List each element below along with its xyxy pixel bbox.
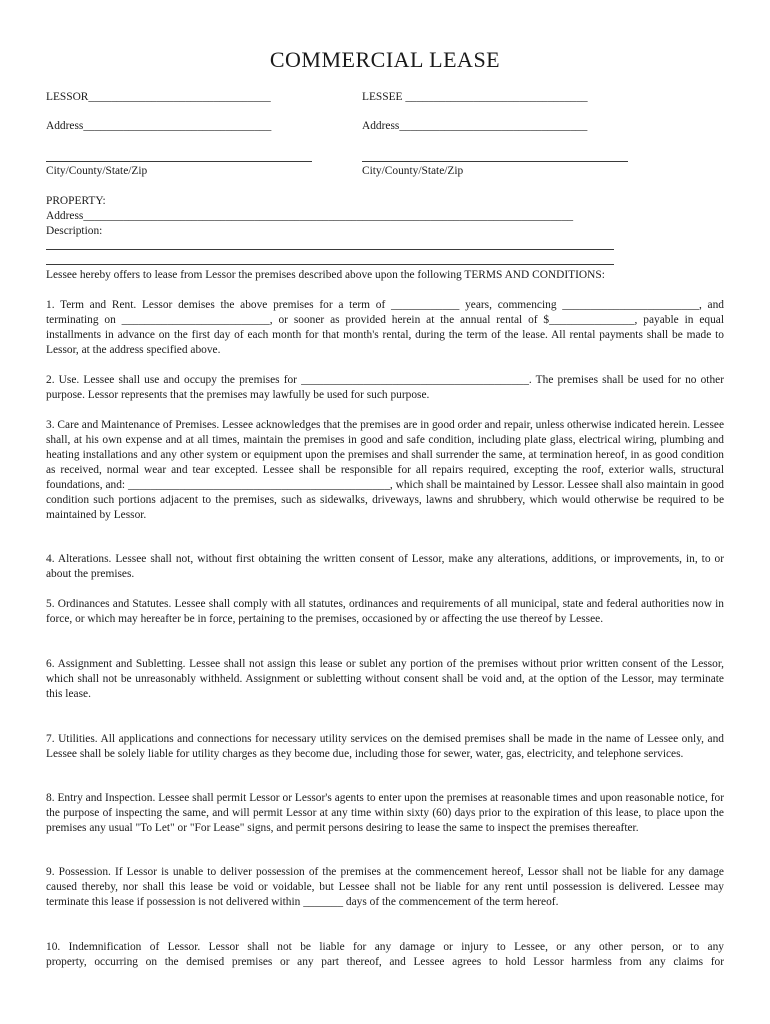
section-term-and-rent: 1. Term and Rent. Lessor demises the above premises for a term of ____________ years, commencing ________________________, and terminating on __________________________, or sooner as provided herein at the annual rental of $_______________, payable in equal installments in advance on the first day of each month for that month's rental, during the term of the lease. All rental payments shall be made to Lessor, at the address specified above.	[46, 299, 724, 356]
lessor-field: LESSOR________________________________	[46, 91, 271, 103]
lessee-city-label: City/County/State/Zip	[362, 165, 464, 177]
section-possession: 9. Possession. If Lessor is unable to deliver possession of the premises at the commencement hereof, Lessor shall not be liable for any damage caused thereby, nor shall this lease be void or voidable, but Lessee shall not be liable for any rent until possession is delivered. Lessee may terminate this lease if possession is not delivered within _______ days of the commencement of the term hereof.	[46, 866, 724, 908]
description-line-1	[46, 249, 614, 250]
property-heading: PROPERTY:	[46, 195, 106, 207]
section-entry-and-inspection: 8. Entry and Inspection. Lessee shall permit Lessor or Lessor's agents to enter upon the premises at reasonable times and upon reasonable notice, for the purpose of inspecting the same, and will permit Lessor at any time within sixty (60) days prior to the expiration of this lease, to place upon the premises any usual "To Let" or "For Lease" signs, and permit persons desiring to lease the same to inspect the premises thereafter.	[46, 792, 724, 834]
lessor-address-field: Address_________________________________	[46, 120, 272, 132]
lessor-city-line	[46, 161, 312, 162]
section-care-and-maintenance: 3. Care and Maintenance of Premises. Lessee acknowledges that the premises are in good order and repair, unless otherwise indicated herein. Lessee shall, at his own expense and at all times, maintain the premises in good and safe condition, including plate glass, electrical wiring, plumbing and heating installations and any other system or equipment upon the premises and shall surrender the same, at termination hereof, in as good condition as received, normal wear and tear excepted. Lessee shall be responsible for all repairs required, excepting the roof, exterior walls, structural foundations, and: ______________________________________________, which shall be maintained by Lessor. Lessee shall also maintain in good condition such portions adjacent to the premises, such as sidewalks, driveways, lawns and shrubbery, which would otherwise be required to be maintained by Lessor.	[46, 419, 724, 521]
section-alterations: 4. Alterations. Lessee shall not, without first obtaining the written consent of Lessor, make any alterations, additions, or improvements, in, to or about the premises.	[46, 553, 724, 580]
section-indemnification-line-1: 10. Indemnification of Lessor. Lessor shall not be liable for any damage or injury to Lessee, or any other person, or to any	[46, 941, 724, 953]
lessee-field: LESSEE ________________________________	[362, 91, 588, 103]
description-line-2	[46, 264, 614, 265]
section-use: 2. Use. Lessee shall use and occupy the premises for ________________________________________. The premises shall be used for no other purpose. Lessor represents that the premises may lawfully be used for such purpose.	[46, 374, 724, 401]
section-assignment-and-subletting: 6. Assignment and Subletting. Lessee shall not assign this lease or sublet any portion of the premises without prior written consent of the Lessor, which shall not be unreasonably withheld. Assignment or subletting without consent shall be void and, at the option of the Lessor, may terminate this lease.	[46, 658, 724, 700]
property-description-label: Description:	[46, 225, 103, 237]
section-utilities: 7. Utilities. All applications and connections for necessary utility services on the demised premises shall be made in the name of Lessee only, and Lessee shall be solely liable for utility charges as they become due, including those for sewer, water, gas, electricity, and telephone services.	[46, 733, 724, 760]
document-title: COMMERCIAL LEASE	[269, 47, 501, 72]
lessor-city-label: City/County/State/Zip	[46, 165, 148, 177]
section-ordinances-and-statutes: 5. Ordinances and Statutes. Lessee shall comply with all statutes, ordinances and requirements of all municipal, state and federal authorities now in force, or which may hereafter be in force, pertaining to the premises, occasioned by or affecting the use thereof by Lessee.	[46, 598, 724, 625]
property-address-field: Address______________________________________________________________________________________	[46, 210, 574, 222]
lessee-address-field: Address_________________________________	[362, 120, 588, 132]
section-indemnification-line-2: property, occurring on the demised premises or any part thereof, and Lessee agrees to hold Lessor harmless from any claims for	[46, 956, 724, 968]
terms-intro: Lessee hereby offers to lease from Lessor the premises described above upon the following TERMS AND CONDITIONS:	[46, 269, 605, 281]
lessee-city-line	[362, 161, 628, 162]
